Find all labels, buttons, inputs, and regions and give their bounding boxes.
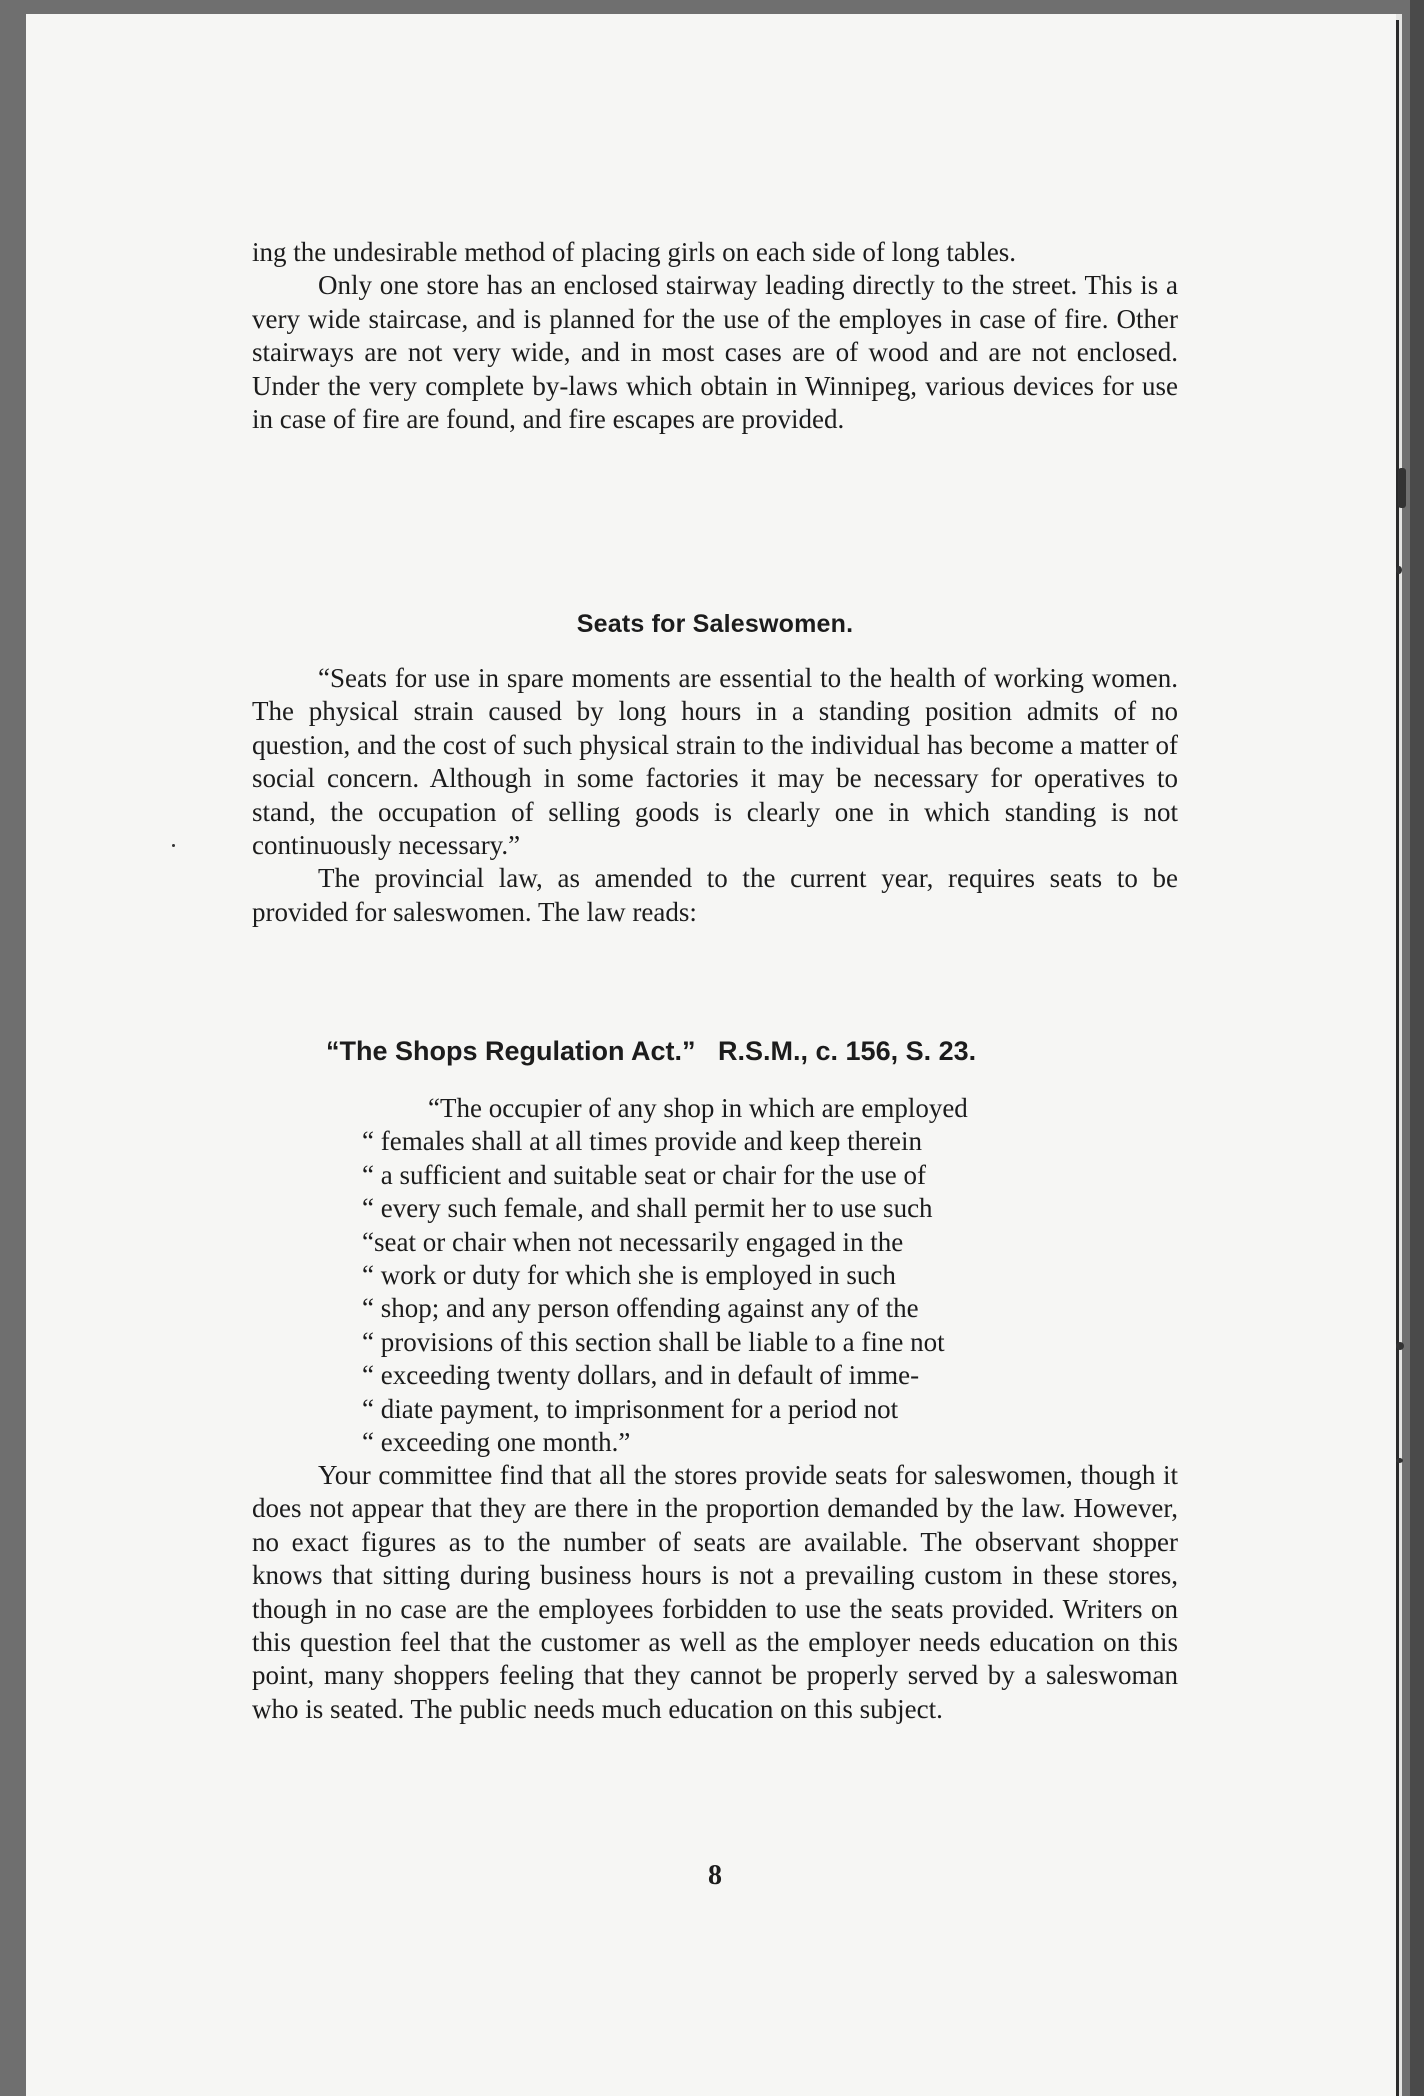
scan-speck [1398,468,1406,508]
paragraph: Your committee find that all the stores provide seats for saleswomen, though it does not appear that they are there in the proportion demanded by the law. However, no exact figures as to the number of seats are available. The observant shopper knows that sitting during business hours is not a prevailing custom in these stores, though in no case are the employees forbidden to use the seats provided. Writers on this question feel that the customer as well as the employer needs education on this point, many shoppers feeling that they cannot be properly served by a saleswoman who is seated. The public needs much education on this subject. [252,1460,1178,1724]
paragraph: Only one store has an enclosed stairway leading directly to the street. This is a very wide staircase, and is planned for the use of the employes in case of fire. Other stairways are not very wide, and in most cases are of wood and are not enclosed. Under the very complete by-laws which obtain in Winnipeg, various devices for use in case of fire are found, and fire escapes are provided. [252,270,1178,435]
scan-speck [172,844,175,847]
quote-line: “ females shall at all times provide and keep therein [362,1126,923,1157]
quote-line: “ every such female, and shall permit her to use such [362,1193,933,1224]
paragraph: ing the undesirable method of placing girls on each side of long tables. [252,237,1017,267]
page-number: 8 [708,1860,722,1891]
scan-edge [1410,0,1424,2096]
intro-paragraphs [252,236,1178,436]
quote-line: “ a sufficient and suitable seat or chair for the use of [362,1159,927,1190]
committee-paragraph [252,1459,1178,1726]
seats-paragraphs [252,662,1178,929]
act-heading: “The Shops Regulation Act.” R.S.M., c. 156, S. 23. [326,1036,977,1066]
quote-line: “ exceeding twenty dollars, and in default of imme- [362,1360,920,1391]
quote-line: “ diate payment, to imprisonment for a period not [362,1393,899,1424]
section-heading: Seats for Saleswomen. [576,610,854,638]
paragraph: “Seats for use in spare moments are essential to the health of working women. The physical strain caused by long hours in a standing position admits of no question, and the cost of such physical strain to the individual has become a matter of social concern. Although in some factories it may be necessary for operatives to stand, the occupation of selling goods is clearly one in which standing is not continuously necessary.” [252,663,1178,861]
paragraph: The provincial law, as amended to the current year, requires seats to be provided for saleswomen. The law reads: [252,863,1178,927]
scan-speck [1396,566,1402,574]
page-edge-line [1396,20,1399,2096]
quote-line: “ shop; and any person offending against any of the [362,1293,919,1324]
quote-line: “ exceeding one month.” [362,1427,631,1458]
quote-line: “The occupier of any shop in which are employed [428,1093,968,1123]
act-quote [362,1092,1178,1459]
quote-line: “ work or duty for which she is employed in such [362,1260,896,1291]
scan-speck [1396,1458,1403,1463]
quote-line: “ provisions of this section shall be liable to a fine not [362,1326,945,1357]
scan-speck [1396,1342,1404,1350]
quote-line: “seat or chair when not necessarily engaged in the [362,1226,904,1257]
